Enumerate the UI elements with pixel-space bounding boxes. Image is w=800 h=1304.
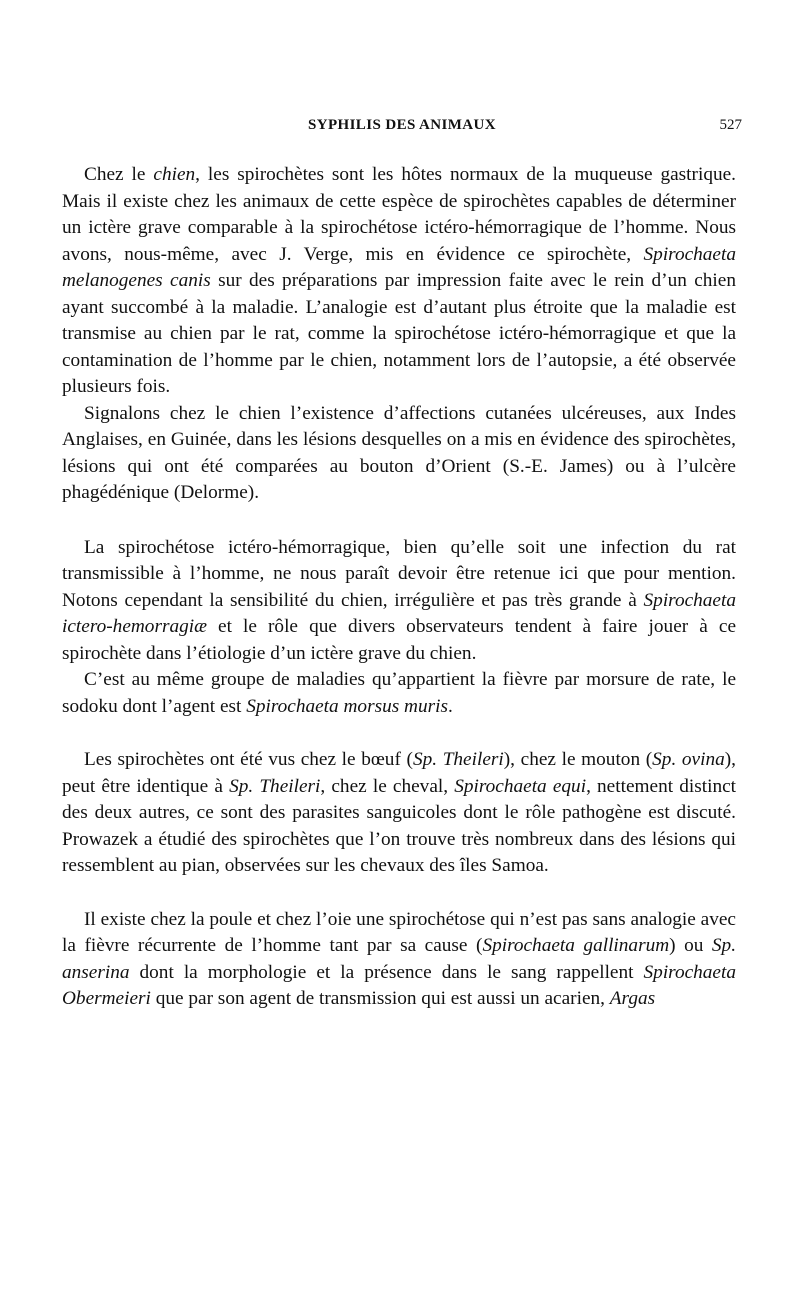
text-run: ) ou [669, 935, 712, 956]
species-name: Sp. Theileri [229, 775, 321, 797]
species-name: Sp. ovina [652, 749, 725, 770]
species-name: Spirochaeta gallinarum [482, 935, 670, 956]
text-run: Chez le [84, 164, 154, 185]
running-header [62, 117, 742, 141]
paragraph-cutaneous-affections [62, 401, 736, 507]
text-run: que par son agent de transmission qui est aussi un acarien, [150, 988, 610, 1009]
species-name: Sp. Theileri [412, 749, 504, 770]
text-run: , les spirochètes sont les hôtes normaux de la muqueuse gastrique. Mais il existe chez les animaux de cette espèce de spirochètes capables de déterminer un ictère grave comparable à la spirochétose ictéro-hémorragique de l’homme. Nous avons, nous-même, avec J. Verge, mis en évidence ce spirochète, [62, 164, 736, 265]
body-text [62, 162, 736, 1013]
text-run: Signalons chez le chien l’existence d’affections cutanées ulcéreuses, aux Indes Anglaises, en Guinée, dans les lésions desquelles on a mis en évidence des spirochètes, lésions qui ont été comparées au bouton d’Orient (S.-E. James) ou à l’ulcère phagédénique (Delorme). [62, 402, 736, 503]
text-run: dont la morphologie et la présence dans le sang rappellent [129, 961, 644, 983]
text-run: , nettement distinct des deux autres, ce sont des parasites sanguicoles dont le rôle pathogène est discuté. Prowazek a étudié des spirochètes que l’on trouve très nombreux dans des lésions qui ressemblent au pian, observées sur les chevaux des îles Samoa. [62, 775, 737, 876]
text-run: La spirochétose ictéro-hémorragique, bien qu’elle soit une infection du rat transmissible à l’homme, ne nous paraît devoir être retenue ici que pour mention. Notons cependant la sensibilité du chien, irrégulière et pas très grande à [62, 536, 736, 611]
running-title: SYPHILIS DES ANIMAUX [307, 117, 497, 133]
species-name: Spirochaeta equi [454, 775, 587, 797]
text-run: C’est au même groupe de maladies qu’appartient la fièvre par morsure de rate, le sodoku dont l’agent est [62, 669, 736, 717]
paragraph-poultry-spirochetosis [62, 907, 736, 1013]
text-run: sur des préparations par impression faite avec le rein d’un chien ayant succombé à la maladie. L’analogie est d’autant plus étroite que la maladie est transmise au chien par le rat, comme la spirochétose ictéro-hémorragique et que la contamination de l’homme par le chien, notamment lors de l’autopsie, a été observée plusieurs fois. [62, 270, 736, 397]
text-run: et le rôle que divers observateurs tendent à faire jouer à ce spirochète dans l’étiologie d’un ictère grave du chien. [62, 616, 736, 664]
paragraph-livestock-spirochetes [62, 747, 736, 880]
text-run: ), peut être identique à [62, 749, 736, 797]
italic-term: chien [153, 164, 196, 185]
paragraph-ictero-hemorrhagic [62, 535, 736, 668]
paragraph-sodoku [62, 667, 736, 720]
page-number: 527 [719, 117, 742, 133]
text-run: , chez le cheval, [320, 775, 455, 797]
species-name: Argas [609, 988, 656, 1009]
species-name: Sp. anserina [62, 935, 737, 983]
species-name: Spirochaeta melanogenes canis [62, 243, 736, 291]
text-run: Les spirochètes ont été vus chez le bœuf ( [84, 749, 413, 770]
species-name: Spirochaeta Obermeieri [62, 961, 736, 1009]
text-run: ), chez le mouton ( [503, 749, 653, 770]
species-name: Spirochaeta morsus muris [246, 695, 448, 717]
paragraph-dog-spirochetes [62, 162, 736, 401]
species-name: Spirochaeta ictero-hemorragiæ [62, 589, 736, 637]
text-run: Il existe chez la poule et chez l’oie une spirochétose qui n’est pas sans analogie avec la fièvre récurrente de l’homme tant par sa cause ( [62, 908, 736, 956]
text-run: . [447, 695, 453, 717]
